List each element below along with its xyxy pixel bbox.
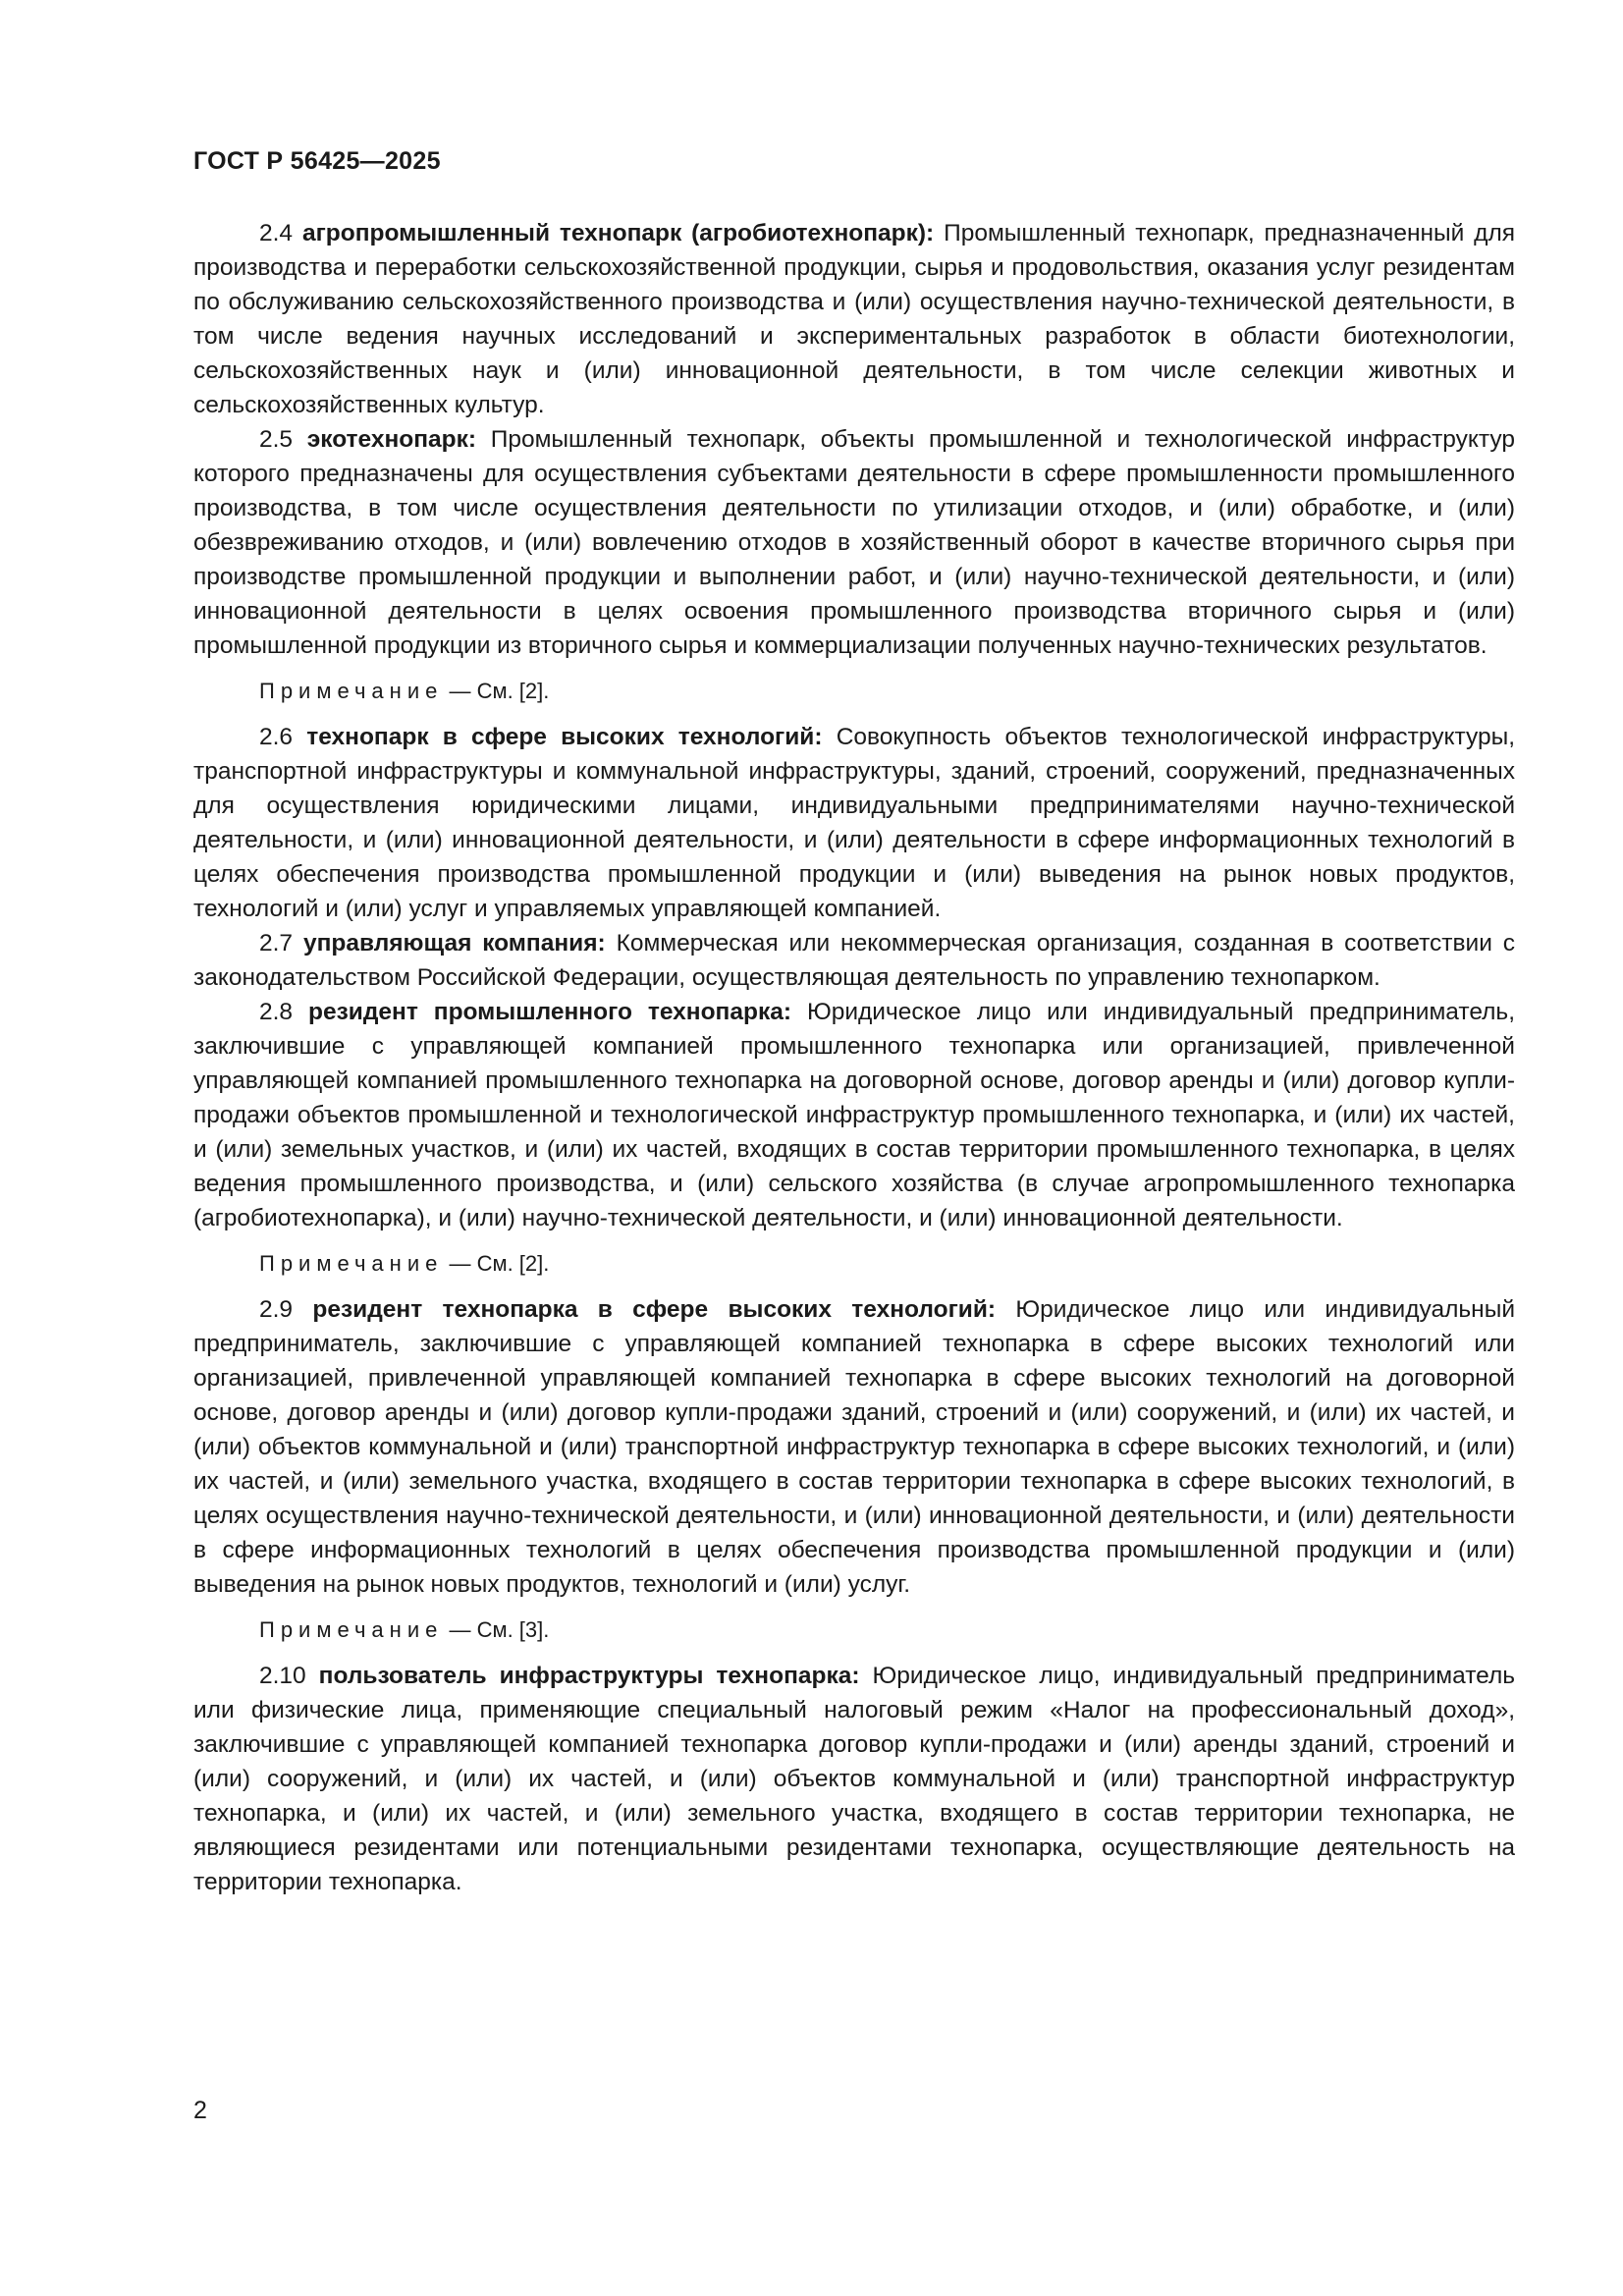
document-body xyxy=(193,216,1515,1899)
section-term: пользователь инфраструктуры технопарка: xyxy=(318,1663,860,1689)
section-2-9 xyxy=(193,1292,1515,1602)
document-header: ГОСТ Р 56425—2025 xyxy=(193,147,441,175)
section-2-4 xyxy=(193,216,1515,422)
section-text: Совокупность объектов технологической инфраструктуры, транспортной инфраструктуры и коммунальной инфраструктуры, зданий, строений, сооружений, предназначенных для осуществления юридическими лицами, индивидуальными предпринимателями научно-технической деятельности, и (или) инновационной деятельности, и (или) деятельности в сфере информационных технологий в целях обеспечения производства промышленной продукции и (или) выведения на рынок новых продуктов, технологий и (или) услуг и управляемых управляющей компанией. xyxy=(193,724,1516,922)
section-2-8 xyxy=(193,995,1515,1235)
page-number: 2 xyxy=(193,2097,207,2124)
section-number: 2.8 xyxy=(259,999,294,1025)
note-text: — См. [3]. xyxy=(443,1617,550,1642)
note-label: Примечание xyxy=(259,1617,444,1642)
section-number: 2.7 xyxy=(259,930,294,957)
section-term: агропромышленный технопарк (агробиотехнопарк): xyxy=(301,220,935,246)
section-number: 2.6 xyxy=(259,724,294,750)
section-2-10 xyxy=(193,1659,1515,1899)
section-2-5 xyxy=(193,422,1515,663)
note-label: Примечание xyxy=(259,679,444,703)
section-text: Юридическое лицо или индивидуальный предприниматель, заключившие с управляющей компанией промышленного технопарка или организацией, привлеченной управляющей компанией промышленного технопарка на договорной основе, договор аренды и (или) договор купли-продажи объектов промышленной и технологической инфраструктур промышленного технопарка, и (или) их частей, и (или) земельных участков, и (или) их частей, входящих в состав территории промышленного технопарка, в целях ведения промышленного производства, и (или) сельского хозяйства (в случае агропромышленного технопарка (агробиотехнопарка), и (или) научно-технической деятельности, и (или) инновационной деятельности. xyxy=(193,999,1516,1231)
note-text: — См. [2]. xyxy=(443,1251,550,1276)
section-term: резидент промышленного технопарка: xyxy=(308,999,791,1025)
section-number: 2.4 xyxy=(259,220,294,246)
note-2-8 xyxy=(193,1249,1515,1279)
note-text: — См. [2]. xyxy=(443,679,550,703)
section-text: Коммерческая или некоммерческая организация, созданная в соответствии с законодательством Российской Федерации, осуществляющая деятельность по управлению технопарком. xyxy=(193,930,1516,991)
section-term: резидент технопарка в сфере высоких технологий: xyxy=(312,1296,997,1323)
section-text: Промышленный технопарк, объекты промышленной и технологической инфраструктур которого предназначены для осуществления субъектами деятельности в сфере промышленности промышленного производства, в том числе осуществления деятельности по утилизации отходов, и (или) обработке, и (или) обезвреживанию отходов, и (или) вовлечению отходов в хозяйственный оборот в качестве вторичного сырья при производстве промышленной продукции и выполнении работ, и (или) научно-технической деятельности, и (или) инновационной деятельности в целях освоения промышленного производства вторичного сырья и (или) промышленной продукции из вторичного сырья и коммерциализации полученных научно-технических результатов. xyxy=(193,426,1515,659)
section-text: Юридическое лицо или индивидуальный предприниматель, заключившие с управляющей компанией технопарка в сфере высоких технологий или организацией, привлеченной управляющей компанией технопарка в сфере высоких технологий на договорной основе, договор аренды и (или) договор купли-продажи зданий, строений и (или) сооружений, и (или) их частей, и (или) объектов коммунальной и (или) транспортной инфраструктур технопарка в сфере высоких технологий, и (или) их частей, и (или) земельного участка, входящего в состав территории технопарка в сфере высоких технологий, в целях осуществления научно-технической деятельности, и (или) инновационной деятельности, и (или) деятельности в сфере информационных технологий в целях обеспечения производства промышленной продукции и (или) выведения на рынок новых продуктов, технологий и (или) услуг. xyxy=(193,1296,1516,1598)
section-term: экотехнопарк: xyxy=(306,426,477,453)
note-2-9 xyxy=(193,1615,1515,1645)
section-text: Промышленный технопарк, предназначенный для производства и переработки сельскохозяйственной продукции, сырья и продовольствия, оказания услуг резидентам по обслуживанию сельскохозяйственного производства и (или) осуществления научно-технической деятельности, в том числе ведения научных исследований и экспериментальных разработок в области биотехнологии, сельскохозяйственных наук и (или) инновационной деятельности, в том числе селекции животных и сельскохозяйственных культур. xyxy=(193,220,1516,418)
section-number: 2.9 xyxy=(259,1296,294,1323)
section-term: управляющая компания: xyxy=(302,930,606,957)
section-number: 2.5 xyxy=(259,426,294,453)
section-text: Юридическое лицо, индивидуальный предприниматель или физические лица, применяющие специальный налоговый режим «Налог на профессиональный доход», заключившие с управляющей компанией технопарка договор купли-продажи и (или) аренды зданий, строений и (или) сооружений, и (или) их частей, и (или) объектов коммунальной и (или) транспортной инфраструктур технопарка, и (или) их частей, и (или) земельного участка, входящего в состав территории технопарка, не являющиеся резидентами или потенциальными резидентами технопарка, осуществляющие деятельность на территории технопарка. xyxy=(193,1663,1516,1895)
section-2-7 xyxy=(193,926,1515,995)
note-2-5 xyxy=(193,677,1515,706)
section-2-6 xyxy=(193,720,1515,926)
section-number: 2.10 xyxy=(259,1663,306,1689)
section-term: технопарк в сфере высоких технологий: xyxy=(306,724,823,750)
note-label: Примечание xyxy=(259,1251,444,1276)
